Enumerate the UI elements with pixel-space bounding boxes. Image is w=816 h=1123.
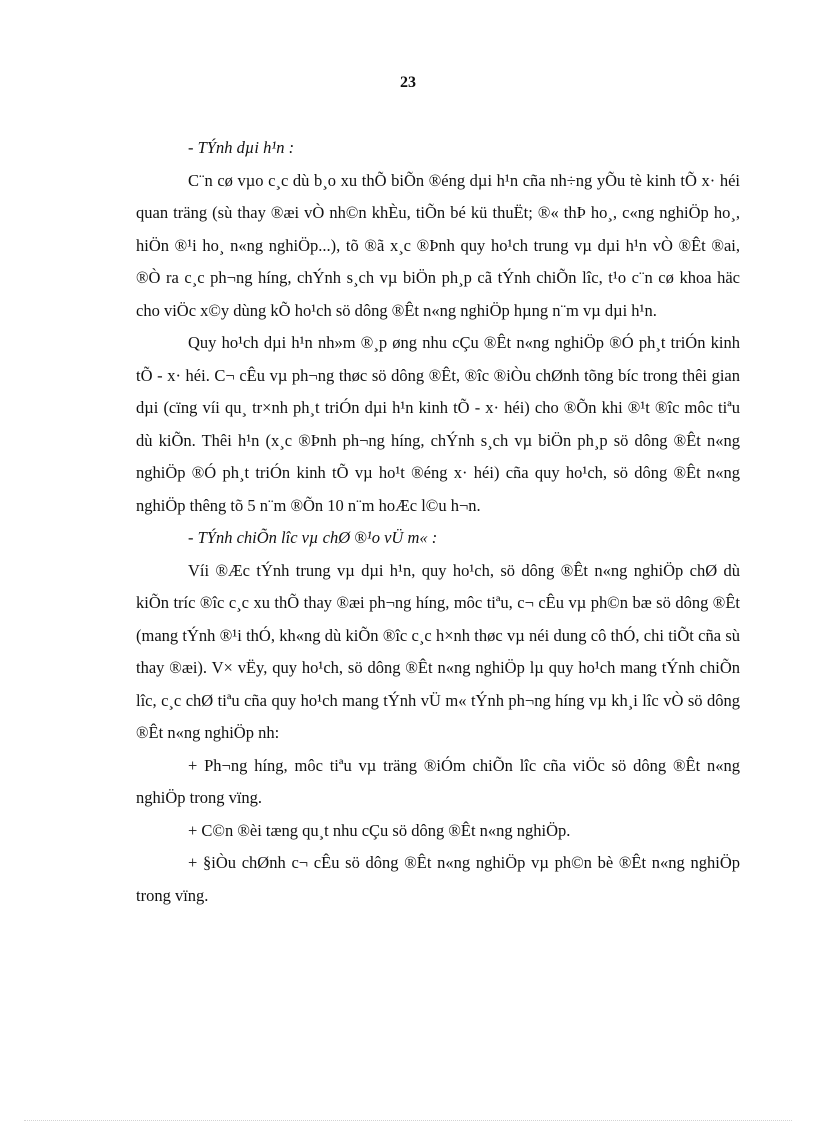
paragraph-long-term-basis: C¨n cø vµo c¸c dù b¸o xu thÕ biÕn ®éng dµi h¹n cña nh÷ng yÕu tè kinh tÕ x· héi quan träng (sù thay ®æi vÒ nh©n khÈu, tiÕn bé kü thuËt; ®« thÞ ho¸, c«ng nghiÖp ho¸, hiÖn ®¹i ho¸ n«ng nghiÖp...), tõ ®ã x¸c ®Þnh quy ho¹ch trung vµ dµi h¹n vÒ ®Êt ®ai, ®Ò ra c¸c ph¬ng híng, chÝnh s¸ch vµ biÖn ph¸p cã tÝnh chiÕn lîc, t¹o c¨n cø khoa häc cho viÖc x©y dùng kÕ ho¹ch sö dông ®Êt n«ng nghiÖp hµng n¨m vµ dµi h¹n. bbox=[136, 170, 740, 320]
bullet-item: + §iÒu chØnh c¬ cÊu sö dông ®Êt n«ng nghiÖp vµ ph©n bè ®Êt n«ng nghiÖp trong vïng. bbox=[136, 853, 740, 905]
section-heading-long-term: - TÝnh dµi h¹n : bbox=[188, 138, 295, 157]
page-bottom-divider bbox=[24, 1120, 792, 1121]
section-heading-strategic: - TÝnh chiÕn lîc vµ chØ ®¹o vÜ m« : bbox=[188, 528, 438, 547]
document-body bbox=[136, 132, 740, 912]
paragraph-strategic: Víi ®Æc tÝnh trung vµ dµi h¹n, quy ho¹ch, sö dông ®Êt n«ng nghiÖp chØ dù kiÕn tríc ®îc c¸c xu thÕ thay ®æi ph¬ng híng, môc tiªu, c¬ cÊu vµ ph©n bæ sö dông ®Êt (mang tÝnh ®¹i thÓ, kh«ng dù kiÕn ®îc c¸c h×nh thøc vµ néi dung cô thÓ, chi tiÕt cña sù thay ®æi). V× vËy, quy ho¹ch, sö dông ®Êt n«ng nghiÖp lµ quy ho¹ch mang tÝnh chiÕn lîc, c¸c chØ tiªu cña quy ho¹ch mang tÝnh vÜ m« tÝnh ph¬ng híng vµ kh¸i lîc vÒ sö dông ®Êt n«ng nghiÖp nh: bbox=[136, 560, 740, 742]
paragraph-long-term-purpose: Quy ho¹ch dµi h¹n nh»m ®¸p øng nhu cÇu ®Êt n«ng nghiÖp ®Ó ph¸t triÓn kinh tÕ - x· héi. C¬ cÊu vµ ph¬ng thøc sö dông ®Êt, ®îc ®iÒu chØnh tõng bíc trong thêi gian dµi (cïng víi qu¸ tr×nh ph¸t triÓn dµi h¹n kinh tÕ - x· héi) cho ®Õn khi ®¹t ®îc môc tiªu dù kiÕn. Thêi h¹n (x¸c ®Þnh ph¬ng híng, chÝnh s¸ch vµ biÖn ph¸p sö dông ®Êt n«ng nghiÖp ®Ó ph¸t triÓn kinh tÕ vµ ho¹t ®éng x· héi) cña quy ho¹ch, sö dông ®Êt n«ng nghiÖp thêng tõ 5 n¨m ®Õn 10 n¨m hoÆc l©u h¬n. bbox=[136, 333, 740, 515]
bullet-item: + C©n ®èi tæng qu¸t nhu cÇu sö dông ®Êt n«ng nghiÖp. bbox=[188, 820, 571, 840]
page-number: 23 bbox=[400, 74, 416, 91]
bullet-item: + Ph¬ng híng, môc tiªu vµ träng ®iÓm chiÕn lîc cña viÖc sö dông ®Êt n«ng nghiÖp trong vïng. bbox=[136, 755, 740, 807]
